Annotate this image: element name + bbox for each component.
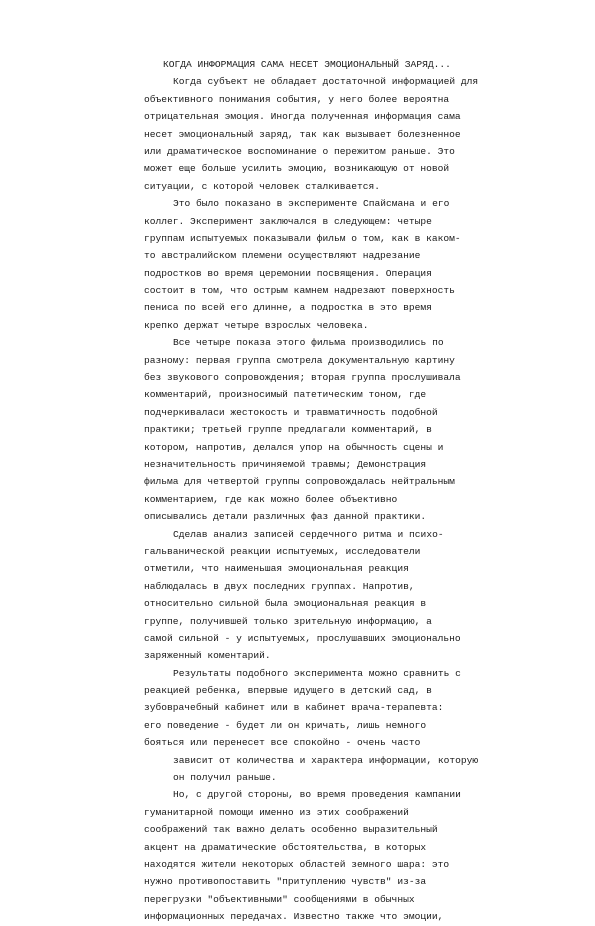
text-line: относительно сильной была эмоциональная реакция в — [144, 598, 427, 610]
text-line: котором, напротив, делался упор на обычность сцены и — [144, 441, 444, 453]
text-line: комментарий, произносимый патетическим тоном, где — [144, 389, 427, 401]
text-line: Когда субъект не обладает достаточной информацией для — [173, 76, 479, 88]
text-line: он получил раньше. — [173, 772, 277, 784]
text-line: бояться или перенесет все спокойно - очень часто — [144, 737, 421, 749]
text-line: реакцией ребенка, впервые идущего в детский сад, в — [144, 685, 432, 697]
text-line: практики; третьей группе предлагали комментарий, в — [144, 424, 432, 436]
text-line: несет эмоциональный заряд, так как вызывает болезненное — [144, 128, 461, 140]
text-line: Результаты подобного эксперимента можно сравнить с — [173, 667, 461, 679]
text-line: отметили, что наименьшая эмоциональная реакция — [144, 563, 409, 575]
text-line: заряженный коментарий. — [144, 650, 271, 662]
text-line: отрицательная эмоция. Иногда полученная информация сама — [144, 111, 461, 123]
text-line: пениса по всей его длинне, а подростка в это время — [144, 302, 432, 314]
text-line: может еще больше усилить эмоцию, возникающую от новой — [144, 163, 450, 175]
text-line: подчеркивалаcи жестокость и травматичность подобной — [144, 406, 438, 418]
text-line: нужно противопоставить "притуплению чувств" из-за — [144, 876, 427, 888]
text-line: соображений так важно делать особенно выразительный — [144, 824, 438, 836]
text-line: состоит в том, что острым камнем надрезают поверхность — [144, 285, 455, 297]
text-line: его поведение - будет ли он кричать, лишь немного — [144, 719, 427, 731]
text-line: наблюдалась в двух последних группах. Напротив, — [144, 580, 415, 592]
text-line: Но, с другой стороны, во время проведения кампании — [173, 789, 461, 801]
text-line: объективного понимания события, у него более вероятна — [144, 93, 450, 105]
document-text — [144, 56, 564, 926]
text-line: то австралийском племени осуществляют надрезание — [144, 250, 421, 262]
text-line: или драматическое воспоминание о пережитом раньше. Это — [144, 145, 455, 157]
text-line: группам испытуемых показывали фильм о том, как в каком- — [144, 232, 461, 244]
text-line: крепко держат четыре взрослых человека. — [144, 319, 369, 331]
text-line: незначительность причиняемой травмы; Демонстрация — [144, 458, 427, 470]
document-title: КОГДА ИНФОРМАЦИЯ САМА НЕСЕТ ЭМОЦИОНАЛЬНЫЙ ЗАРЯД... — [163, 59, 451, 70]
text-line: фильма для четвертой группы сопровождалась нейтральным — [144, 476, 455, 488]
text-line: зубоврачебный кабинет или в кабинет врача-терапевта: — [144, 702, 444, 714]
text-line: подростков во время церемонии посвящения. Операция — [144, 267, 432, 279]
text-line: Все четыре показа этого фильма производились по — [173, 337, 444, 349]
text-line: акцент на драматические обстоятельства, в которых — [144, 841, 427, 853]
text-line: перегрузки "объективными" сообщениями в обычных — [144, 893, 415, 905]
text-line: комментарием, где как можно более объективно — [144, 493, 398, 505]
text-line: разному: первая группа смотрела документальную картину — [144, 354, 455, 366]
text-line: информационных передачах. Известно также что эмоции, — [144, 911, 444, 923]
text-line: гуманитарной помощи именно из этих соображений — [144, 806, 409, 818]
text-line: без звукового сопровождения; вторая группа прослушивала — [144, 372, 461, 384]
text-line: Сделав анализ записей сердечного ритма и психо- — [173, 528, 444, 540]
text-line: описывались детали различных фаз данной практики. — [144, 511, 427, 523]
text-line: самой сильной - у испытуемых, прослушавших эмоционально — [144, 632, 461, 644]
text-line: группе, получившей только зрительную информацию, а — [144, 615, 432, 627]
text-line: Это было показано в эксперименте Спайсмана и его — [173, 198, 450, 210]
text-line: находятся жители некоторых областей земного шара: это — [144, 858, 450, 870]
text-line: гальванической реакции испытуемых, исследователи — [144, 545, 421, 557]
text-line: ситуации, с которой человек сталкивается. — [144, 180, 381, 192]
text-line: коллег. Эксперимент заключался в следующем: четыре — [144, 215, 432, 227]
text-line: зависит от количества и характера информации, которую — [173, 754, 479, 766]
